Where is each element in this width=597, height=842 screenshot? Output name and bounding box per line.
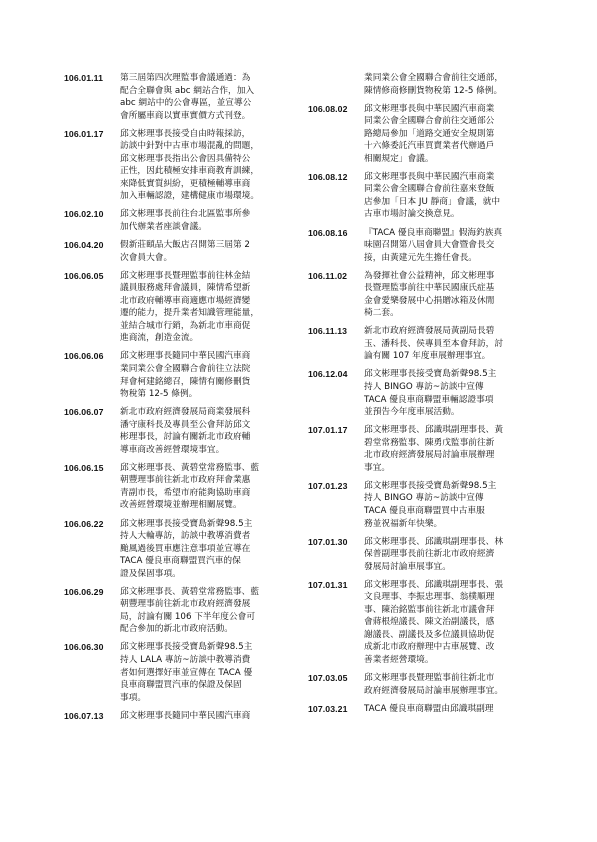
- right-column: [308, 72, 546, 721]
- timeline-entry: [64, 710, 302, 723]
- entry-text: 邱文彬理事長與中華民國汽車商業 同業公會全國聯合會前往交通部公 路總局參加「道路交通安全規則第 十六條委託汽車買賣業者代辦過戶 相關規定」會議。: [364, 103, 495, 164]
- entry-text: 邱文彬理事長隨同中華民國汽車商 業同業公會全國聯合會前往立法院 拜會柯建銘總召，陳情有關修刪貨 物稅第 12-5 條例。: [120, 351, 251, 400]
- entry-date: 106.12.04: [308, 369, 348, 380]
- entry-date: 106.06.15: [64, 462, 104, 473]
- entry-date: 106.06.30: [64, 642, 104, 653]
- timeline-entry: [308, 270, 546, 320]
- timeline-entry: [308, 103, 546, 166]
- entry-date: 106.02.10: [64, 209, 104, 220]
- entry-date: 106.11.13: [308, 326, 348, 337]
- entry-date: 106.06.07: [64, 407, 104, 418]
- entry-text: 業同業公會全國聯合會前往交通部， 陳情修商修刪貨物稅第 12-5 條例。: [364, 73, 503, 96]
- entry-date: 106.06.06: [64, 351, 104, 362]
- timeline-entry: [308, 368, 546, 418]
- timeline-entry: [64, 518, 302, 581]
- entry-date: 107.01.23: [308, 480, 348, 491]
- entry-text: 邱文彬理事長接受寶島新聲98.5主 持人 BINGO 專訪~訪談中宣傳 TACA 優良車商聯盟車輛認證事項 並預告今年度車展活動。: [364, 369, 497, 418]
- entry-date: 107.03.05: [308, 673, 348, 684]
- timeline-entry: [64, 406, 302, 456]
- entry-text: 邱文彬理事長暨理監事前往新北市 政府經濟發展局討論車展辦理事宜。: [364, 673, 503, 696]
- timeline-entry: [308, 672, 546, 697]
- entry-text: 邱文彬理事長前往台北區監事所參 加代辦業者座談會議。: [120, 209, 251, 233]
- entry-text: 邱文彬理事長與中華民國汽車商業 同業公會全國聯合會前往嘉來登飯 店參加「日本 JU 靜商」會議，就中 古車市場討論交換意見。: [364, 171, 501, 220]
- entry-date: 106.08.16: [308, 227, 348, 238]
- entry-date: 107.01.30: [308, 536, 348, 547]
- timeline-entry: [308, 579, 546, 667]
- entry-text: TACA 優良車商聯盟由邱識琪副理: [364, 703, 494, 714]
- timeline-entry: [308, 325, 546, 363]
- entry-text: 邱文彬理事長接受寶島新聲98.5主 持人 BINGO 專訪~訪談中宣傳 TACA 優良車商聯盟買中古車服 務並祝福新年快樂。: [364, 480, 497, 529]
- entry-text: 邱文彬理事長接受寶島新聲98.5主 持人大輪專訪，訪談中教導消費者 颱風過後買車應注意事項並宣導在 TACA 優良車商聯盟買汽車的保 證及保固事項。: [120, 518, 253, 579]
- entry-date: 106.01.17: [64, 128, 104, 139]
- timeline-entry: [64, 208, 302, 233]
- timeline-entry: [64, 72, 302, 122]
- timeline-entry: [64, 586, 302, 636]
- timeline-entry: [308, 536, 546, 574]
- entry-text: 邱文彬理事長接受自由時報採訪， 訪談中針對中古車市場混亂的問題， 邱文彬理事長指出公會因具備特公 正性，因此積極安排車商教育訓練， 來降低實質糾紛，更積極輔導車商 加入車輛認證，建構健康市場環境。: [120, 128, 259, 202]
- entry-text: 邱文彬理事長隨同中華民國汽車商: [120, 710, 251, 721]
- entry-date: 106.07.13: [64, 710, 104, 721]
- timeline-entry: [64, 239, 302, 264]
- entry-text: 邱文彬理事長、黃碧堂常務監事、藍 朝豐理事前往新北市政府拜會業惠 青副市長，希望市府能夠協助車商 改善經營環境並辦理相關展覽。: [120, 462, 259, 511]
- timeline-entry: [64, 641, 302, 704]
- timeline-entry: [64, 128, 302, 203]
- entry-date: 106.06.29: [64, 586, 104, 597]
- entry-date: 107.01.17: [308, 425, 348, 436]
- entry-text: 第三屆第四次理監事會議通過：為 配合全聯會與 abc 網站合作，加入 abc 網站中的公會專區，並宣導公 會所屬車商以實車實價方式刊登。: [120, 73, 255, 121]
- entry-date: 106.06.05: [64, 270, 104, 281]
- timeline-entry: [64, 270, 302, 345]
- timeline-entry: [308, 171, 546, 221]
- entry-date: 106.04.20: [64, 240, 104, 251]
- entry-date: 106.01.11: [64, 73, 104, 83]
- entry-text: 邱文彬理事長、邱識琪副理事長、黃 碧堂常務監事、陳勇戊監事前往新 北市政府經濟發展局討論車展辦理 事宜。: [364, 425, 503, 473]
- timeline-entry: [308, 72, 546, 97]
- entry-date: 106.08.02: [308, 103, 348, 114]
- timeline-entry: [308, 480, 546, 530]
- entry-text: 邱文彬理事長、邱識琪副理事長、林 保普副理事長前往新北市政府經濟 發展局討論車展事宜。: [364, 536, 503, 572]
- entry-date: 107.01.31: [308, 579, 348, 590]
- entry-text: 新北市政府經濟發展局黃副局長碧 玉、潘科長、侯專員至本會拜訪，討 論有關 107 年度車展辦理事宜。: [364, 326, 503, 362]
- entry-text: 邱文彬理事長、黃碧堂常務監事、藍 朝豐理事前往新北市政府經濟發展 局，討論有關 106 下半年度公會可 配合參加的新北市政府活動。: [120, 586, 259, 635]
- timeline-entry: [308, 703, 546, 716]
- entry-text: 邱文彬理事長、邱識琪副理事長、張 文良理事、李振忠理事、翁樸順理 事、陳治銘監事前往新北市議會拜 會蔣根煌議長、陳文治副議長，感 謝議長、副議長及多位議員協助促 成新北市政府辦理中古車展覽、改 善業者經營環境。: [364, 579, 503, 665]
- entry-date: 106.06.22: [64, 518, 104, 529]
- timeline-entry: [308, 227, 546, 265]
- entry-date: 106.11.02: [308, 270, 348, 281]
- entry-text: 『TACA 優良車商聯盟』假海釣族真 味園召開第八屆會員大會暨會長交 接，由黃建元先生擔任會長。: [364, 227, 503, 263]
- entry-text: 為發揮社會公益精神，邱文彬理事 長暨理監事前往中華民國康氏症基 金會愛樂發展中心捐贈冰箱及休閒 椅二套。: [364, 270, 495, 319]
- timeline-entry: [308, 424, 546, 474]
- entry-text: 假新莊頤品大飯店召開第三屆第 2 次會員大會。: [120, 240, 250, 263]
- entry-text: 邱文彬理事長接受寶島新聲98.5主 持人 LALA 專訪~訪談中教導消費 者如何選擇好車並宣傳在 TACA 優 良車商聯盟買汽車的保證及保固 事項。: [120, 642, 253, 703]
- entry-date: 107.03.21: [308, 703, 348, 714]
- timeline-entry: [64, 350, 302, 400]
- entry-text: 新北市政府經濟發展局商業發展科 潘守康科長及專員至公會拜訪邱文 彬理事長，討論有關新北市政府輔 導車商改善經營環境事宜。: [120, 407, 251, 455]
- entry-date: 106.08.12: [308, 171, 348, 182]
- timeline-entry: [64, 462, 302, 512]
- left-column: [64, 72, 302, 728]
- entry-text: 邱文彬理事長暨理監事前往林金結 議員服務處拜會議員，陳情希望新 北市政府輔導車商適應市場經濟變 遷的能力，提升業者知識管理能量， 並結合城市行銷，為新北市車商促 進商流，創造金流。: [120, 270, 259, 344]
